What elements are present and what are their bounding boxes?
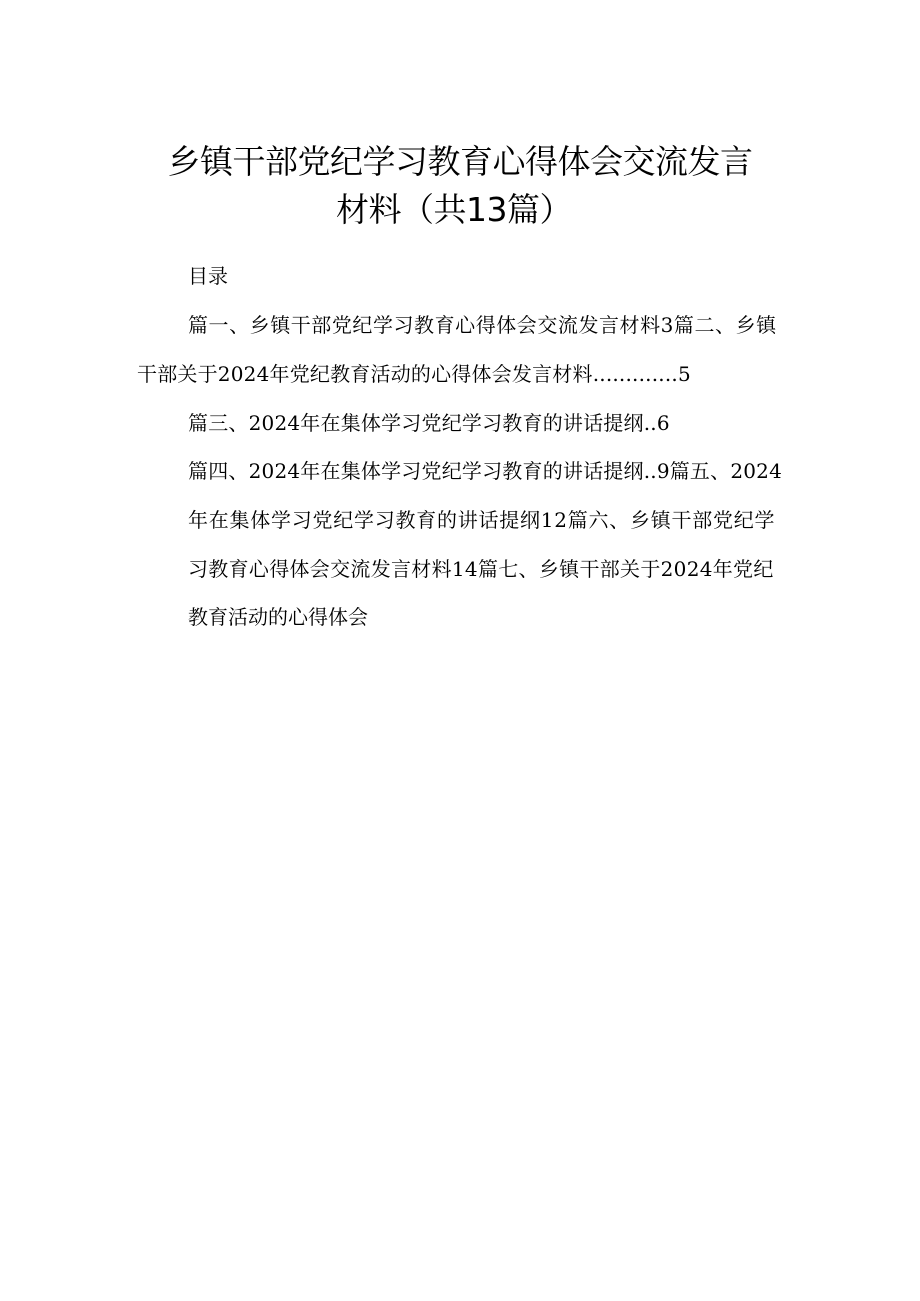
toc-heading: 目录 xyxy=(188,264,228,288)
toc-line: 教育活动的心得体会 xyxy=(188,605,368,629)
toc-line: 篇一、乡镇干部党纪学习教育心得体会交流发言材料3篇二、乡镇 xyxy=(188,313,777,337)
toc-line: 习教育心得体会交流发言材料14篇七、乡镇干部关于2024年党纪 xyxy=(188,557,774,581)
toc-line: 篇三、2024年在集体学习党纪学习教育的讲话提纲..6 xyxy=(188,411,670,435)
toc-line: 干部关于2024年党纪教育活动的心得体会发言材料.............5 xyxy=(137,362,691,386)
document-title-line-1: 乡镇干部党纪学习教育心得体会交流发言 xyxy=(167,142,753,181)
toc-line: 篇四、2024年在集体学习党纪学习教育的讲话提纲..9篇五、2024 xyxy=(188,459,783,483)
document-title-line-2: 材料（共13篇） xyxy=(336,190,572,229)
toc-line: 年在集体学习党纪学习教育的讲话提纲12篇六、乡镇干部党纪学 xyxy=(188,508,776,532)
